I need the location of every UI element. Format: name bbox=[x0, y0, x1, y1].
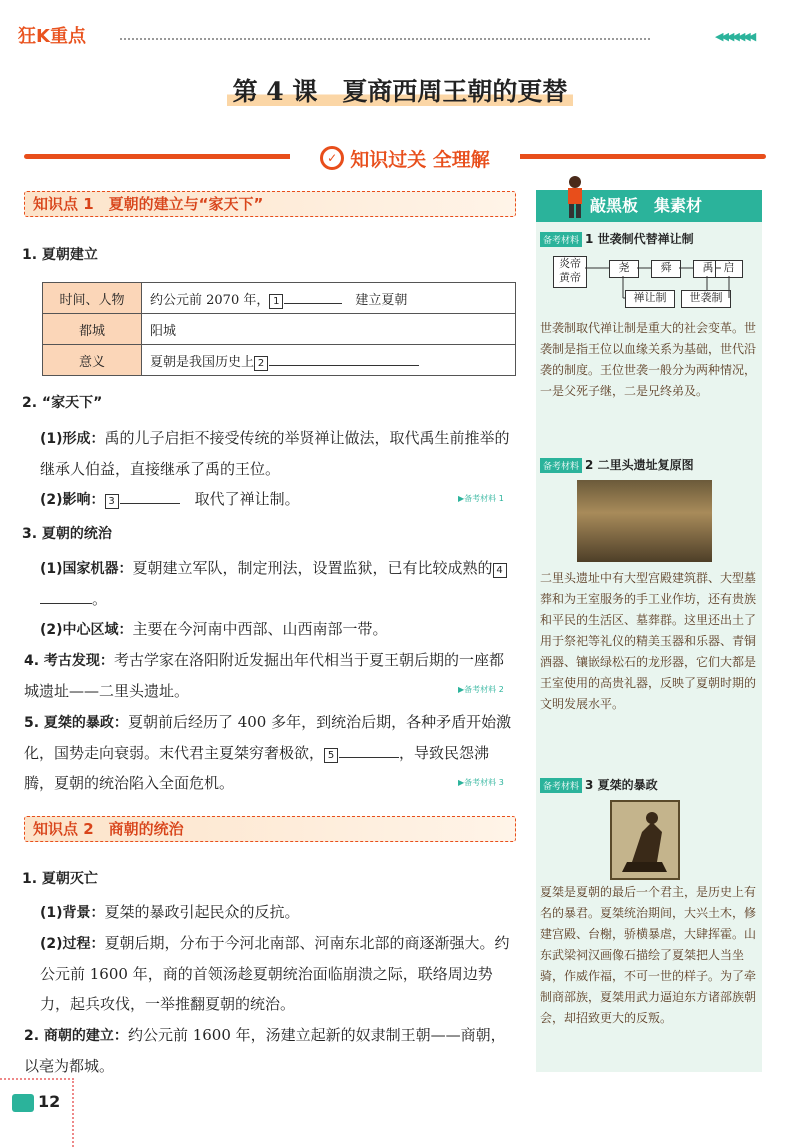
header-divider bbox=[120, 38, 650, 40]
blank-number: 1 bbox=[269, 294, 283, 309]
fill-blank[interactable] bbox=[269, 350, 419, 366]
s2-paragraph-2: (2)影响： 3 取代了禅让制。 bbox=[40, 490, 300, 508]
knowledge-point-1: 知识点 1 夏朝的建立与“家天下” bbox=[24, 191, 516, 217]
diagram-node: 禹 bbox=[693, 260, 723, 278]
fill-blank[interactable] bbox=[40, 588, 92, 604]
s1-title: 1. 夏朝建立 bbox=[22, 247, 98, 263]
material-1-text: 世袭制取代禅让制是重大的社会变革。世袭制是指王位以血缘关系为基础，世代沿袭的制度。王位世袭一般分为两种情况，一是父死子继，二是兄终弟及。 bbox=[540, 321, 757, 398]
table-label: 意义 bbox=[43, 345, 142, 376]
fill-blank[interactable] bbox=[339, 742, 399, 758]
t1-title: 1. 夏朝灭亡 bbox=[22, 871, 98, 887]
sidebar-heading: 敲黑板 集素材 bbox=[536, 190, 762, 222]
section-line-right bbox=[512, 154, 766, 159]
teacher-icon bbox=[560, 175, 590, 220]
diagram-node: 禅让制 bbox=[625, 290, 675, 308]
brand-logo: 狂K重点 bbox=[18, 26, 86, 47]
erlitou-reconstruction-image bbox=[577, 480, 712, 562]
s2-title: 2. “家天下” bbox=[22, 395, 103, 411]
diagram-node: 炎帝 黄帝 bbox=[553, 256, 587, 288]
lesson-title: 第 4 课 夏商西周王朝的更替 bbox=[0, 72, 800, 108]
fill-blank[interactable] bbox=[284, 288, 342, 304]
s2-paragraph-1: (1)形成：禹的儿子启拒不接受传统的举贤禅让做法，取代禹生前推举的继承人伯益，直接继承了禹的王位。 bbox=[40, 429, 510, 478]
table-label: 都城 bbox=[43, 314, 142, 345]
s4-paragraph: 4. 考古发现：考古学家在洛阳附近发掘出年代相当于夏王朝后期的一座都城遗址——二里头遗址。 bbox=[24, 651, 504, 700]
diagram-node: 世袭制 bbox=[681, 290, 731, 308]
table-cell: 约公元前 2070 年， 1 建立夏朝 bbox=[142, 283, 516, 314]
page-number: 12 bbox=[38, 1092, 61, 1111]
s3-paragraph-2: (2)中心区域：主要在今河南中西部、山西南部一带。 bbox=[40, 620, 388, 638]
section-heading: ✓ 知识过关 全理解 bbox=[290, 141, 520, 175]
material-2-text: 二里头遗址中有大型宫殿建筑群、大型墓葬和为王室服务的手工业作坊，还有贵族和平民的生活区、墓葬群。这里还出土了用于祭祀等礼仪的精美玉器和乐器、青铜酒器、镶嵌绿松石的龙形器，它们大都是王室使用的高贵礼器，反映了夏朝时期的文明发展水平。 bbox=[540, 571, 757, 711]
table-cell: 阳城 bbox=[142, 314, 516, 345]
diagram-node: 尧 bbox=[609, 260, 639, 278]
s5-paragraph: 5. 夏桀的暴政：夏朝前后经历了 400 多年，到统治后期，各种矛盾开始激化，国势走向衰弱。末代君主夏桀穷奢极欲， 5 ，导致民怨沸腾，夏朝的统治陷入全面危机。 bbox=[24, 713, 512, 792]
xia-founding-table bbox=[42, 282, 516, 376]
table-row bbox=[43, 314, 516, 345]
reference-link-2[interactable]: ▶备考材料 2 bbox=[458, 685, 504, 694]
blank-number: 5 bbox=[324, 748, 338, 763]
section-line-left bbox=[24, 154, 294, 159]
reference-link-1[interactable]: ▶备考材料 1 bbox=[458, 494, 504, 503]
diagram-node: 舜 bbox=[651, 260, 681, 278]
table-row bbox=[43, 283, 516, 314]
diagram-connectors bbox=[553, 256, 743, 316]
table-label: 时间、人物 bbox=[43, 283, 142, 314]
t1-paragraph-1: (1)背景：夏桀的暴政引起民众的反抗。 bbox=[40, 903, 300, 921]
arrows-icon: ◀◀◀◀◀◀◀ bbox=[715, 30, 754, 43]
reference-link-3[interactable]: ▶备考材料 3 bbox=[458, 778, 504, 787]
material-3-heading: 备考材料 3 夏桀的暴政 bbox=[540, 776, 658, 793]
knowledge-point-2: 知识点 2 商朝的统治 bbox=[24, 816, 516, 842]
material-3-text: 夏桀是夏朝的最后一个君主，是历史上有名的暴君。夏桀统治期间，大兴土木，修建宫殿、台榭，骄横暴虐，大肆挥霍。山东武梁祠汉画像石描绘了夏桀把人当坐骑，作威作福，不可一世的样子。为了牵制商部族，夏桀用武力逼迫东方诸部族朝会，却招致更大的反叛。 bbox=[540, 885, 757, 1025]
material-2-heading: 备考材料 2 二里头遗址复原图 bbox=[540, 456, 694, 473]
blank-number: 2 bbox=[254, 356, 268, 371]
material-1-heading: 备考材料 1 世袭制代替禅让制 bbox=[540, 230, 694, 247]
table-row bbox=[43, 345, 516, 376]
fill-blank[interactable] bbox=[120, 488, 180, 504]
s3-paragraph-1: (1)国家机器：夏朝建立军队，制定刑法，设置监狱，已有比较成熟的 4。 bbox=[40, 553, 518, 614]
table-cell: 夏朝是我国历史上 2 bbox=[142, 345, 516, 376]
blank-number: 4 bbox=[493, 563, 507, 578]
footer-decoration bbox=[0, 1078, 74, 1147]
diagram-node: 启 bbox=[715, 260, 743, 278]
book-icon bbox=[12, 1094, 34, 1112]
s3-title: 3. 夏朝的统治 bbox=[22, 526, 112, 542]
t1-paragraph-2: (2)过程：夏朝后期，分布于今河北南部、河南东北部的商逐渐强大。约公元前 1600 年，商的首领汤趁夏朝统治面临崩溃之际，联络周边势力，起兵攻伐，一举推翻夏朝的统治。 bbox=[40, 934, 510, 1013]
knowledge-icon: ✓ bbox=[320, 146, 344, 170]
t2-paragraph: 2. 商朝的建立：约公元前 1600 年，汤建立起新的奴隶制王朝——商朝，以亳为都城。 bbox=[24, 1026, 506, 1075]
han-stone-carving-image bbox=[610, 800, 680, 880]
blank-number: 3 bbox=[105, 494, 119, 509]
succession-diagram bbox=[553, 256, 743, 316]
